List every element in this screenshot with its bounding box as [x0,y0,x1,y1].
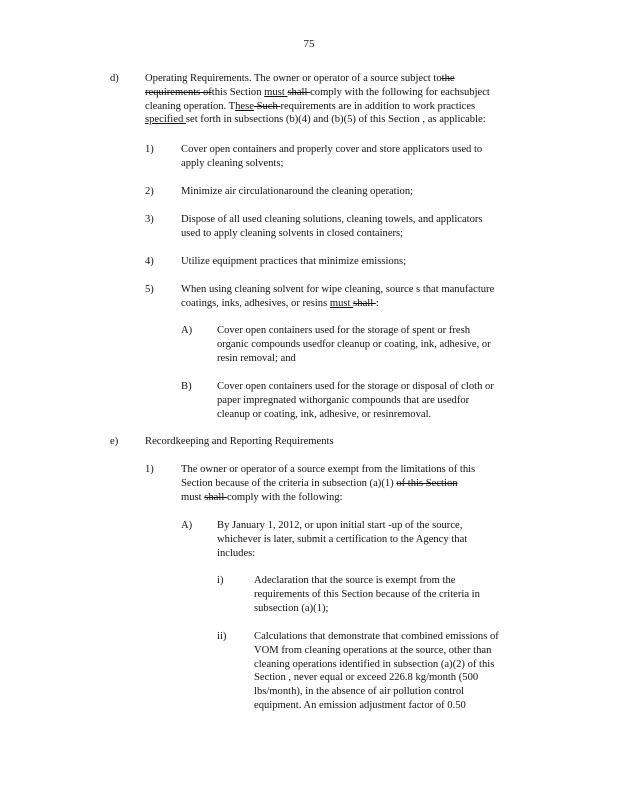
item-5-text-a: coatings, inks, adhesives, or resins [181,297,330,309]
e-item-1-line-1: The owner or operator of a source exempt from the limitations of this [181,464,476,475]
sub-ii-line: lbs/month), in the absence of air pollution control [254,686,465,698]
sub-ii-line: Calculations that demonstrate that combined emissions of [254,631,499,642]
sub-ii-line: Section , never equal or exceed 226.8 kg/month (500 [254,672,479,684]
sub-b-text [217,380,532,421]
sub-b-number: B) [181,381,192,392]
sub-i-line: subsection (a)(1); [254,602,329,614]
struck-requirements-of: requirements of [145,86,212,98]
item-1-line: apply cleaning solvents; [181,157,284,169]
item-5-line-2 [181,297,526,311]
para-line-1 [145,72,525,86]
struck-shall: shall [287,86,311,98]
item-3-line: used to apply cleaning solvents in closed containers; [181,227,404,239]
para-text-4: subject [459,86,490,98]
para-line-4 [145,113,525,127]
sub-ii-text [254,630,532,713]
item-5-text-b: : [375,297,379,309]
para-text-5: cleaning operation. T [145,100,236,112]
sub-a-line: resin removal; and [217,352,296,364]
sub-b-line: cleanup or coating, ink, adhesive, or resinremoval. [217,408,432,420]
sub-a-line: organic compounds usedfor cleanup or coating, ink, adhesive, or [217,338,491,350]
sub-a-line: Cover open containers used for the storage of spent or fresh [217,325,470,336]
para-line-3 [145,100,525,114]
e-sub-a-line: whichever is later, submit a certification to the Agency that [217,533,468,545]
item-4-number: 4) [145,256,154,267]
para-text-6: requirements are in addition to work practices [280,100,476,112]
item-3-text [181,213,526,241]
sub-i-line: requirements of this Section because of the criteria in [254,588,480,600]
e-item-1-text [181,463,526,504]
e-sub-a-text [217,519,507,560]
sub-i-number: i) [217,575,224,586]
struck-such: Such [253,100,281,112]
item-4-text [181,255,526,269]
struck-of-this-section: of this Section [396,477,458,489]
section-d-label: d) [110,73,119,84]
e-item-1-line-3 [181,491,526,505]
item-3-line: Dispose of all used cleaning solutions, cleaning towels, and applicators [181,214,483,225]
section-e-label: e) [110,436,119,447]
struck-shall: shall [204,491,227,503]
section-e-heading [145,435,445,449]
inserted-specified: specified [145,114,186,126]
e-sub-a-line: By January 1, 2012, or upon initial start -up of the source, [217,520,463,531]
sub-ii-number: ii) [217,631,227,642]
inserted-must: must [264,86,288,98]
sub-i-text [254,574,514,615]
e-item-1-text-b: must [181,491,205,503]
sub-ii-line: VOM from cleaning operations at the source, other than [254,644,492,656]
e-item-1-text-a: Section because of the criteria in subsection (a)(1) [181,477,397,489]
para-text-2: this Section [211,86,265,98]
sub-ii-line: cleaning operations identified in subsection (a)(2) of this [254,658,495,670]
item-5-text [181,283,526,311]
para-line-2 [145,86,525,100]
page-number: 75 [303,38,315,50]
sub-b-line: Cover open containers used for the storage or disposal of cloth or [217,381,494,392]
para-text-1: Operating Requirements. The owner or operator of a source subject to [145,73,442,84]
item-5-line-1: When using cleaning solvent for wipe cleaning, source s that manufacture [181,284,495,295]
e-item-1-number: 1) [145,464,154,475]
item-1-line: Cover open containers and properly cover and store applicators used to [181,144,483,155]
item-1-text [181,143,526,171]
struck-the: the [441,73,455,84]
item-2-text [181,185,526,199]
item-2-line: Minimize air circulationaround the cleaning operation; [181,186,414,197]
item-3-number: 3) [145,214,154,225]
e-item-1-line-2 [181,477,526,491]
section-e-heading-text: Recordkeeping and Reporting Requirements [145,436,334,447]
e-sub-a-number: A) [181,520,193,531]
sub-a-number: A) [181,325,193,336]
sub-i-line: Adeclaration that the source is exempt from the [254,575,456,586]
struck-shall: shall [353,297,376,309]
item-4-line: Utilize equipment practices that minimize emissions; [181,256,407,267]
e-sub-a-line: includes: [217,547,256,559]
para-text-3: comply with the following for each [310,86,460,98]
e-item-1-text-c: comply with the following: [226,491,343,503]
sub-ii-line: equipment. An emission adjustment factor of 0.50 [254,699,466,711]
inserted-must: must [329,297,354,309]
section-d-paragraph [145,72,525,127]
item-1-number: 1) [145,144,154,155]
sub-a-text [217,324,532,365]
item-5-number: 5) [145,284,154,295]
para-text-7: set forth in subsections (b)(4) and (b)(5) of this Section , as applicable: [185,114,486,126]
sub-b-line: paper impregnated withorganic compounds that are usedfor [217,394,470,406]
item-2-number: 2) [145,186,154,197]
inserted-hese: hese [235,100,254,112]
